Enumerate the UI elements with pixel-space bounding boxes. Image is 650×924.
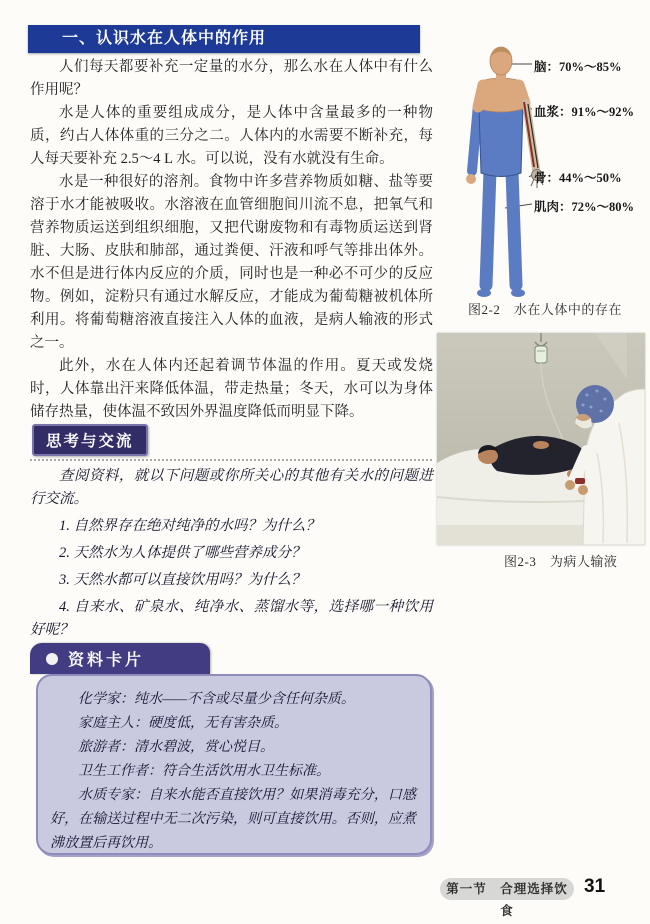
right-leg xyxy=(512,171,516,285)
paragraph: 人们每天都要补充一定量的水分，那么水在人体中有什么作用呢？ xyxy=(30,59,433,98)
data-card-tab xyxy=(30,643,210,674)
question-item: 1. 自然界存在绝对纯净的水吗？为什么？ xyxy=(59,518,320,534)
data-card-title: 资料卡片 xyxy=(68,652,145,669)
card-entry: 家庭主人：硬度低，无有害杂质。 xyxy=(78,716,288,731)
left-leg xyxy=(486,171,490,285)
label-plasma: 血浆：91%～92% xyxy=(534,105,635,119)
dotted-divider xyxy=(30,459,432,461)
card-entry: 旅游者：清水碧波，赏心悦目。 xyxy=(78,740,274,755)
footer-section-badge: 第一节 合理选择饮食 xyxy=(440,878,574,900)
figure-2-3-photo xyxy=(437,333,645,545)
card-entry: 化学家：纯水——不含或尽量少含任何杂质。 xyxy=(78,692,355,707)
data-card xyxy=(36,674,432,855)
paragraph: 此外，水在人体内还起着调节体温的作用。夏天或发烧时，人体靠出汗来降低体温，带走热量；冬天，水可以为身体储存热量，使体温不致因外界温度降低而明显下降。 xyxy=(30,358,433,420)
figure-2-3-caption: 图2-3 为病人输液 xyxy=(504,554,618,569)
paragraph: 水是一种很好的溶剂。食物中许多营养物质如糖、盐等要溶于水才能被吸收。水溶液在血管细胞间川流不息，把氧气和营养物质运送到组织细胞，又把代谢废物和有毒物质运送到肾脏、大肠、皮肤和肺部，通过粪便、汗液和呼气等排出体外。水不但是进行体内反应的介质，同时也是一种必不可少的反应物。例如，淀粉只有通过水解反应，才能成为葡萄糖被机体所利用。将葡萄糖溶液直接注入人体的血液，是病人输液的形式之一。 xyxy=(30,174,433,351)
label-muscle: 肌肉：72%～80% xyxy=(534,200,635,214)
left-arm xyxy=(472,105,478,171)
question-item: 2. 天然水为人体提供了哪些营养成分？ xyxy=(59,545,306,561)
iv-infusion-photo xyxy=(437,333,645,545)
torso-water xyxy=(479,107,523,177)
figure-2-2-body-water xyxy=(448,45,648,303)
think-exchange-intro: 查阅资料，就以下问题或你所关心的其他有关水的问题进行交流。 xyxy=(30,468,433,507)
label-bone: 骨：44%～50% xyxy=(534,171,622,185)
question-item: 4. 自来水、矿泉水、纯净水、蒸馏水等，选择哪一种饮用好呢？ xyxy=(30,599,433,638)
figure-2-2-caption: 图2-2 水在人体中的存在 xyxy=(468,302,622,317)
bullet-circle-icon xyxy=(46,653,58,665)
section-header-banner: 一、认识水在人体中的作用 xyxy=(28,25,420,53)
body-text-column xyxy=(30,56,433,424)
label-brain: 脑：70%～85% xyxy=(534,60,622,74)
question-item: 3. 天然水都可以直接饮用吗？为什么？ xyxy=(59,572,306,588)
think-exchange-section xyxy=(30,465,433,646)
card-entry: 卫生工作者：符合生活饮用水卫生标准。 xyxy=(78,764,330,779)
card-entry: 水质专家：自来水能否直接饮用？如果消毒充分，口感好，在输送过程中无二次污染，则可直接饮用。否则，应煮沸放置后再饮用。 xyxy=(50,788,416,851)
paragraph: 水是人体的重要组成成分，是人体中含量最多的一种物质，约占人体体重的三分之二。人体内的水需要不断补充，每人每天要补充 2.5～4 L 水。可以说，没有水就没有生命。 xyxy=(30,105,433,167)
think-exchange-badge: 思考与交流 xyxy=(32,424,148,456)
page-number: 31 xyxy=(584,876,606,897)
